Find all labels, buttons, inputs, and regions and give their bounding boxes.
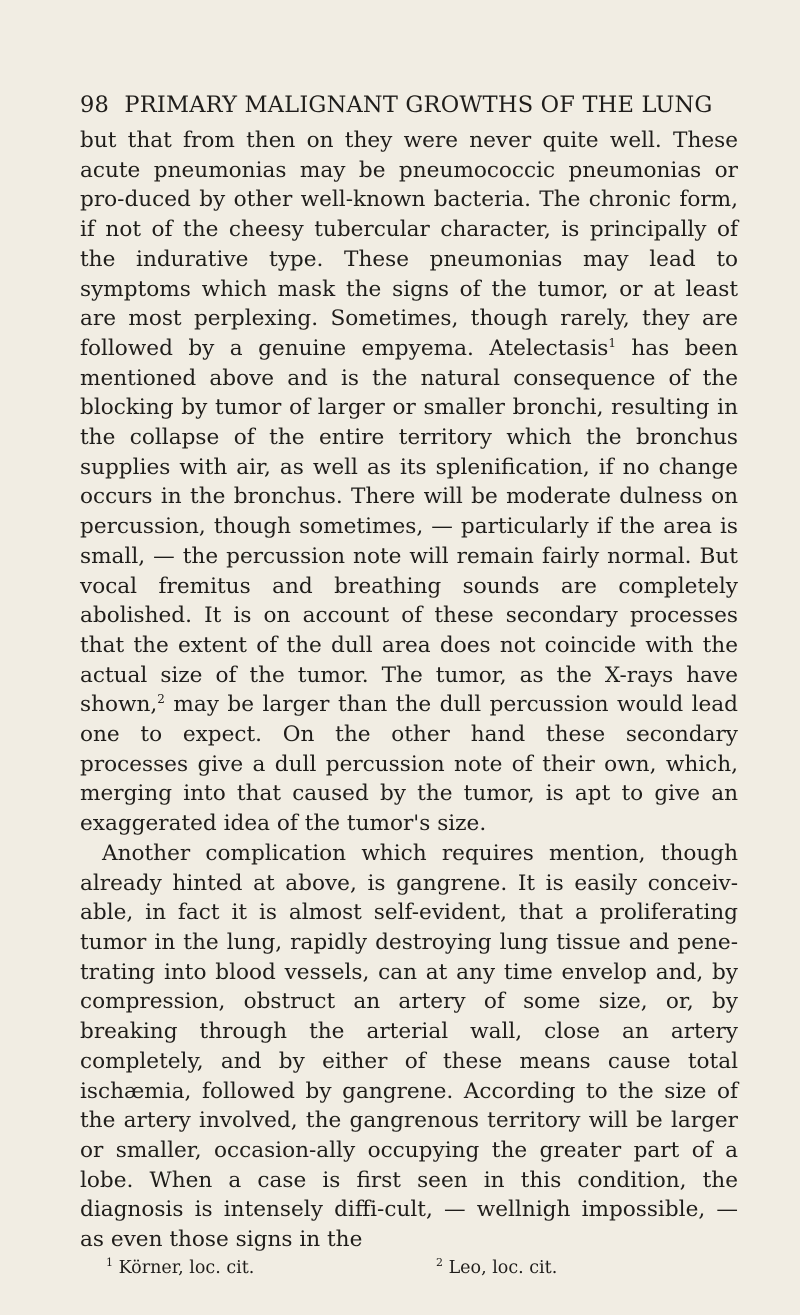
footnote-ref-2: 2 [157, 692, 165, 707]
running-title: PRIMARY MALIGNANT GROWTHS OF THE LUNG [124, 92, 713, 118]
paragraph-1-text-b: has been mentioned above and is the natural consequence of the blocking by tumor of larger or smaller bronchi, resulting in the collapse of the entire territory which the bronchus supplies with air, as well as its splenification, if no change occurs in the bronchus. There will be moderate dulness on percussion, though sometimes, — particularly if the area is small, — the percussion note will remain fairly normal. But vocal fremitus and breathing sounds are completely abolished. It is on account of these secondary processes that the extent of the dull area does not coincide with the actual size of the tumor. The tumor, as the X-rays have shown, [80, 335, 738, 718]
body-paragraph-1 [80, 126, 738, 839]
running-header [80, 92, 738, 118]
body-paragraph-2: Another complication which requires mention, though already hinted at above, is gangrene. It is easily conceiv-able, in fact it is almost self-evident, that a proliferating tumor in the lung, rapidly destroying lung tissue and pene-trating into blood vessels, can at any time envelop and, by compression, obstruct an artery of some size, or, by breaking through the arterial wall, close an artery completely, and by either of these means cause total ischæmia, followed by gangrene. According to the size of the artery involved, the gangrenous territory will be larger or smaller, occasion-ally occupying the greater part of a lobe. When a case is first seen in this condition, the diagnosis is intensely diffi-cult, — wellnigh impossible, — as even those signs in the [80, 840, 738, 1253]
footnote-1-mark: 1 [106, 1255, 113, 1269]
footnote-2-text: Leo, loc. cit. [443, 1257, 558, 1278]
page-number: 98 [80, 92, 110, 118]
book-page [80, 92, 738, 1279]
paragraph-1-text-a: but that from then on they were never quite well. These acute pneumonias may be pneumococcic pneumonias or pro-duced by other well-known bacteria. The chronic form, if not of the cheesy tubercular character, is principally of the indurative type. These pneumonias may lead to symptoms which mask the signs of the tumor, or at least are most perplexing. Sometimes, though rarely, they are followed by a genuine empyema. Atelectasis [80, 128, 738, 361]
footnotes [80, 1257, 738, 1279]
footnote-2 [436, 1257, 557, 1279]
footnote-ref-1: 1 [608, 335, 616, 350]
paragraph-1-text-c: may be larger than the dull percussion would lead one to expect. On the other hand these secondary processes give a dull percussion note of their own, which, merging into that caused by the tumor, is apt to give an exaggerated idea of the tumor's size. [80, 692, 738, 837]
footnote-1 [80, 1257, 436, 1279]
footnote-1-text: Körner, loc. cit. [113, 1257, 255, 1278]
footnote-2-mark: 2 [436, 1255, 443, 1269]
